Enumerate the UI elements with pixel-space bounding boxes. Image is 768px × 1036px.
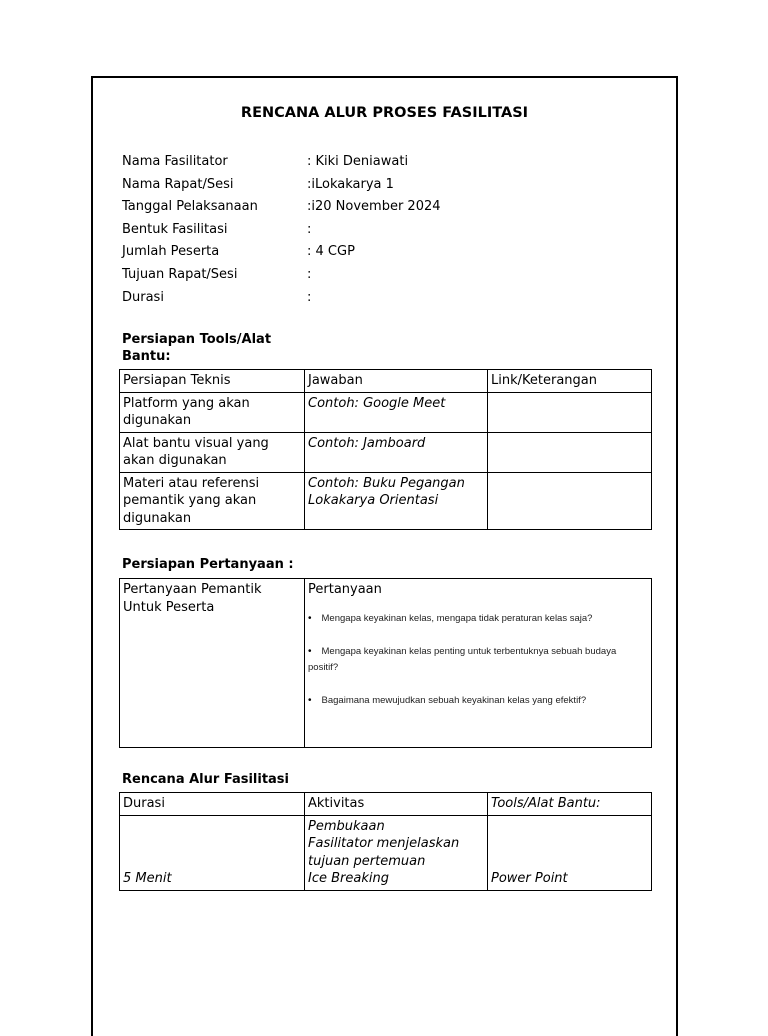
question-text: Bagaimana mewujudkan sebuah keyakinan kelas yang efektif? — [321, 694, 587, 706]
tools-section-title-line1: Persiapan Tools/Alat — [122, 332, 272, 347]
table-row — [120, 579, 652, 748]
info-label: Bentuk Fasilitasi — [122, 221, 228, 237]
info-label: Jumlah Peserta — [122, 244, 220, 260]
info-value: : — [307, 221, 312, 237]
bullet-icon: • — [308, 694, 312, 706]
table-cell — [488, 472, 652, 530]
info-value: :iLokakarya 1 — [307, 176, 394, 192]
questions-table — [119, 578, 652, 748]
table-header-row — [120, 370, 652, 393]
bullet-icon: • — [308, 645, 312, 657]
document-title: RENCANA ALUR PROSES FASILITASI — [240, 105, 529, 121]
info-value: : — [307, 289, 312, 305]
info-value: : Kiki Deniawati — [307, 154, 409, 169]
question-text: Mengapa keyakinan kelas penting untuk terbentuknya sebuah budaya positif? — [308, 645, 617, 673]
activity-line: Pembukaan — [308, 818, 385, 834]
table-header-cell: Persiapan Teknis — [120, 370, 305, 393]
questions-section-title: Persiapan Pertanyaan : — [122, 557, 294, 572]
table-cell: Contoh: Buku Pegangan Lokakarya Orientasi — [305, 472, 488, 530]
info-label: Nama Rapat/Sesi — [122, 176, 234, 192]
info-value: : — [307, 266, 312, 282]
table-header-cell: Durasi — [120, 793, 305, 816]
table-row — [120, 472, 652, 530]
table-header-row — [120, 793, 652, 816]
info-label: Tanggal Pelaksanaan — [122, 199, 258, 215]
document-page — [91, 76, 678, 1036]
table-cell: Contoh: Jamboard — [305, 432, 488, 472]
question-text: Mengapa keyakinan kelas, mengapa tidak peraturan kelas saja? — [321, 612, 593, 624]
table-cell-durasi: 5 Menit — [120, 815, 305, 890]
table-cell: Alat bantu visual yang akan digunakan — [120, 432, 305, 472]
questions-header: Pertanyaan — [308, 582, 382, 597]
table-cell-tools: Power Point — [488, 815, 652, 890]
info-label: Durasi — [122, 289, 164, 305]
table-row — [120, 432, 652, 472]
table-cell: Platform yang akan digunakan — [120, 392, 305, 432]
bullet-icon: • — [308, 612, 312, 624]
activity-line: Fasilitator menjelaskan tujuan pertemuan — [308, 836, 460, 869]
table-row — [120, 392, 652, 432]
flow-table — [119, 792, 652, 891]
tools-section-title — [122, 331, 271, 365]
list-item — [308, 693, 648, 709]
table-row — [120, 815, 652, 890]
table-header-cell: Link/Keterangan — [488, 370, 652, 393]
info-label: Nama Fasilitator — [122, 154, 228, 169]
questions-list — [308, 611, 648, 709]
table-header-cell: Tools/Alat Bantu: — [488, 793, 652, 816]
info-value: :i20 November 2024 — [307, 199, 441, 215]
questions-cell — [305, 579, 652, 748]
list-item — [308, 611, 648, 627]
table-cell: Contoh: Google Meet — [305, 392, 488, 432]
table-cell — [488, 432, 652, 472]
tools-table — [119, 369, 652, 530]
table-cell-aktivitas — [305, 815, 488, 890]
info-value: : 4 CGP — [307, 244, 355, 260]
flow-section-title: Rencana Alur Fasilitasi — [122, 772, 290, 787]
tools-section-title-line2: Bantu: — [122, 349, 171, 364]
info-label: Tujuan Rapat/Sesi — [122, 266, 238, 282]
table-header-cell: Aktivitas — [305, 793, 488, 816]
table-cell — [488, 392, 652, 432]
questions-left-label: Pertanyaan Pemantik Untuk Peserta — [120, 579, 305, 748]
table-cell: Materi atau referensi pemantik yang akan digunakan — [120, 472, 305, 530]
activity-line: Ice Breaking — [308, 871, 389, 886]
list-item — [308, 644, 648, 676]
table-header-cell: Jawaban — [305, 370, 488, 393]
